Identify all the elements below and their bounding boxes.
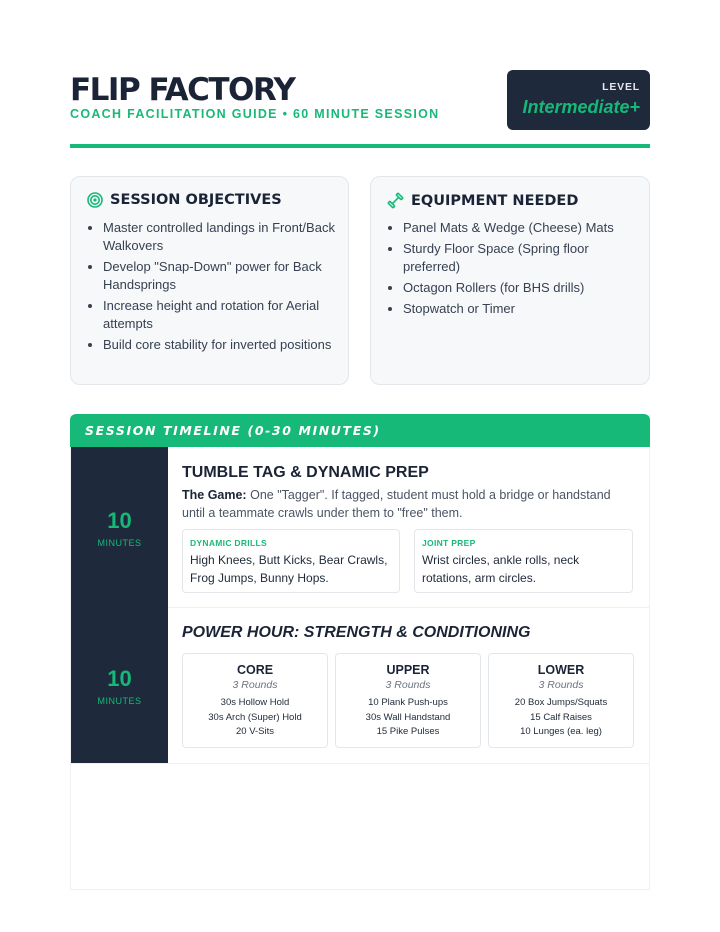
- block-content: [182, 607, 634, 737]
- page-header: [70, 70, 650, 140]
- equipment-card: [370, 176, 650, 385]
- duration-unit: MINUTES: [97, 696, 142, 706]
- group-rounds: 3 Rounds: [232, 679, 278, 691]
- duration-panel: [71, 447, 168, 607]
- objectives-card: [70, 176, 349, 385]
- level-label: LEVEL: [602, 81, 640, 93]
- description-label: The Game:: [182, 488, 247, 502]
- dynamic-drills-box: [182, 529, 400, 593]
- group-title: CORE: [236, 663, 274, 677]
- duration-value: 10: [107, 666, 132, 691]
- list-item: • Octagon Rollers (for BHS drills): [403, 279, 638, 297]
- duration-panel: [71, 607, 168, 763]
- group-rounds: 3 Rounds: [385, 679, 431, 691]
- box-label: DYNAMIC DRILLS: [190, 538, 267, 548]
- box-text: High Knees, Butt Kicks, Bear Crawls, Frog Jumps, Bunny Hops.: [190, 553, 388, 585]
- upper-group-card: [335, 653, 481, 748]
- exercise-list: [336, 696, 480, 740]
- objectives-title: SESSION OBJECTIVES: [110, 192, 282, 208]
- exercise-item: 15 Pike Pulses: [376, 726, 440, 737]
- block-title: POWER HOUR: STRENGTH & CONDITIONING: [182, 624, 531, 641]
- exercise-item: 30s Wall Handstand: [365, 711, 451, 723]
- level-value: Intermediate+: [522, 97, 640, 117]
- exercise-item: 20 V-Sits: [235, 726, 275, 737]
- duration-value: 10: [107, 508, 132, 533]
- box-text: Wrist circles, ankle rolls, neck rotations, arm circles.: [422, 553, 580, 585]
- objectives-heading: [87, 192, 282, 208]
- list-item: • Develop "Snap-Down" power for Back Handsprings: [103, 258, 338, 294]
- equipment-title: EQUIPMENT NEEDED: [411, 192, 579, 209]
- joint-prep-box: [414, 529, 633, 593]
- level-badge: [507, 70, 650, 130]
- timeline-title: SESSION TIMELINE (0-30 MINUTES): [85, 423, 381, 438]
- dumbbell-icon: [387, 192, 404, 209]
- exercise-item: 10 Plank Push-ups: [368, 697, 448, 708]
- box-label: JOINT PREP: [422, 538, 476, 548]
- list-item: • Build core stability for inverted positions: [103, 336, 338, 354]
- exercise-list: [489, 696, 633, 740]
- lower-group-card: [488, 653, 634, 748]
- list-item: • Panel Mats & Wedge (Cheese) Mats: [403, 219, 638, 237]
- timeline-block-warmup: [71, 447, 649, 608]
- objectives-list: [85, 219, 338, 357]
- exercise-item: 15 Calf Raises: [530, 711, 592, 723]
- exercise-item: 30s Hollow Hold: [220, 697, 290, 708]
- block-content: [182, 447, 634, 585]
- group-rounds: 3 Rounds: [538, 679, 584, 691]
- brand-title: FLIP FACTORY: [70, 72, 295, 108]
- list-item: • Increase height and rotation for Aerial attempts: [103, 297, 338, 333]
- group-title: LOWER: [537, 663, 585, 677]
- list-item: • Sturdy Floor Space (Spring floor preferred): [403, 240, 638, 276]
- exercise-item: 20 Box Jumps/Squats: [514, 697, 608, 708]
- block-title: TUMBLE TAG & DYNAMIC PREP: [182, 464, 429, 481]
- header-divider: [70, 144, 650, 148]
- timeline-header: [70, 414, 650, 447]
- block-description: [182, 486, 634, 522]
- description-text: One "Tagger". If tagged, student must hold a bridge or handstand until a teammate crawls under them to "free" them.: [182, 488, 611, 520]
- group-title: UPPER: [386, 663, 430, 677]
- duration-unit: MINUTES: [97, 538, 142, 548]
- core-group-card: [182, 653, 328, 748]
- equipment-heading: [387, 192, 578, 209]
- exercise-item: 10 Lunges (ea. leg): [520, 726, 602, 737]
- exercise-list: [183, 696, 327, 740]
- list-item: • Master controlled landings in Front/Back Walkovers: [103, 219, 338, 255]
- equipment-list: [385, 219, 638, 321]
- list-item: • Stopwatch or Timer: [403, 300, 638, 318]
- exercise-item: 30s Arch (Super) Hold: [208, 711, 302, 723]
- target-icon: [87, 192, 103, 208]
- timeline-block-strength: [71, 607, 649, 764]
- guide-subtitle: COACH FACILITATION GUIDE • 60 MINUTE SESSION: [70, 107, 440, 121]
